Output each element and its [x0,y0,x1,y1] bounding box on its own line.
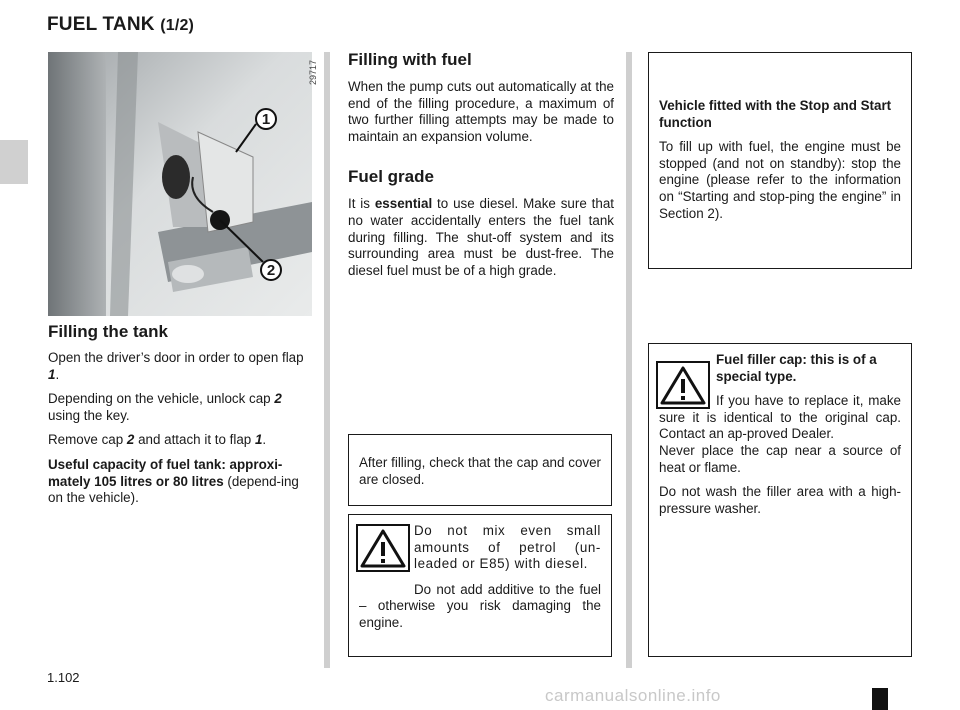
filler-cap-title: Fuel filler cap: this is of a special type. [716,352,877,384]
petrol-warning-box [348,514,612,657]
fuel-grade-rest: to use diesel. Make sure that no water accidentally enters the fuel tank during filling. The shut-off system and its surrounding area must be dust-free. The diesel fuel must be of a high grade. [348,196,614,278]
filling-tank-heading: Filling the tank [48,322,168,341]
watermark: carmanualsonline.info [545,686,721,705]
capacity-rest: (depend-ing on the vehicle). [48,473,299,506]
filling-tank-p1 [48,350,312,383]
photo-code: 29717 [308,60,318,86]
warning-triangle-icon [657,362,709,408]
p1-text: Open the driver’s door in order to open flap [48,350,304,365]
filling-tank-p2 [48,391,312,424]
filling-tank-p3 [48,432,312,449]
stop-start-box [648,52,912,269]
cap-closed-text: After filling, check that the cap and cover are closed. [359,455,601,487]
p2-text: Depending on the vehicle, unlock cap [48,391,275,407]
fuel-grade-heading: Fuel grade [348,167,434,187]
p2-ref: 2 [274,391,282,407]
column-rule-left [324,52,330,668]
column-rule-right [626,52,632,668]
fuel-grade-essential: essential [374,196,433,212]
additive-warning-text: Do not add additive to the fuel – otherwise you risk damaging the engine. [359,581,601,630]
page-title-suffix: (1/2) [160,17,195,34]
callout-1: 1 [255,108,277,130]
p3-end: . [262,432,267,448]
p1-ref: 1 [48,366,56,382]
p3-ref1: 2 [126,432,135,448]
p3-ref2: 1 [254,432,263,448]
fuel-grade-text [348,196,614,279]
stop-start-title: Vehicle fitted with the Stop and Start function [659,98,892,130]
filler-cap-warning-box [648,343,912,657]
cap-closed-note [348,434,612,506]
callout-2: 2 [260,259,282,281]
p2-end: using the key. [48,407,130,423]
stop-start-text: To fill up with fuel, the engine must be stopped (and not on standby): stop the engine (please refer to the information on “Starting and stop-ping the engine” in Section 2). [659,139,901,221]
corner-mark [872,688,888,710]
filling-fuel-heading: Filling with fuel [348,50,472,69]
warning-triangle-icon [357,525,409,571]
section-tab [0,140,28,184]
fuel-flap-photo [48,52,318,316]
petrol-warning-p2 [359,582,601,632]
filling-tank-section [48,322,312,507]
filler-cap-heat: Never place the cap near a source of heat or flame. [659,442,901,475]
p3-mid: and attach it to flap [134,432,255,448]
filler-cap-p2: Do not wash the filler area with a high-pressure washer. [659,484,901,516]
filling-tank-p4 [48,457,312,507]
fuel-grade-lead: It is [348,196,375,212]
page-title-text: FUEL TANK [47,14,155,35]
p1-end: . [55,366,60,382]
filler-cap-replace: If you have to replace it, make sure it is identical to the original cap. Contact an ap-proved Dealer. [659,393,901,442]
middle-column [348,50,614,279]
page-title [47,14,194,36]
page-number: 1.102 [47,670,80,685]
petrol-warning-p1: Do not mix even small amounts of petrol (un-leaded or E85) with diesel. [414,523,601,572]
p3-text: Remove cap [48,432,127,448]
filling-fuel-text: When the pump cuts out automatically at the end of the filling procedure, a maximum of two further filling attempts may be made to maintain an expansion volume. [348,79,614,144]
capacity-bold: Useful capacity of fuel tank: approxi-mately 105 litres or 80 litres [48,456,283,489]
